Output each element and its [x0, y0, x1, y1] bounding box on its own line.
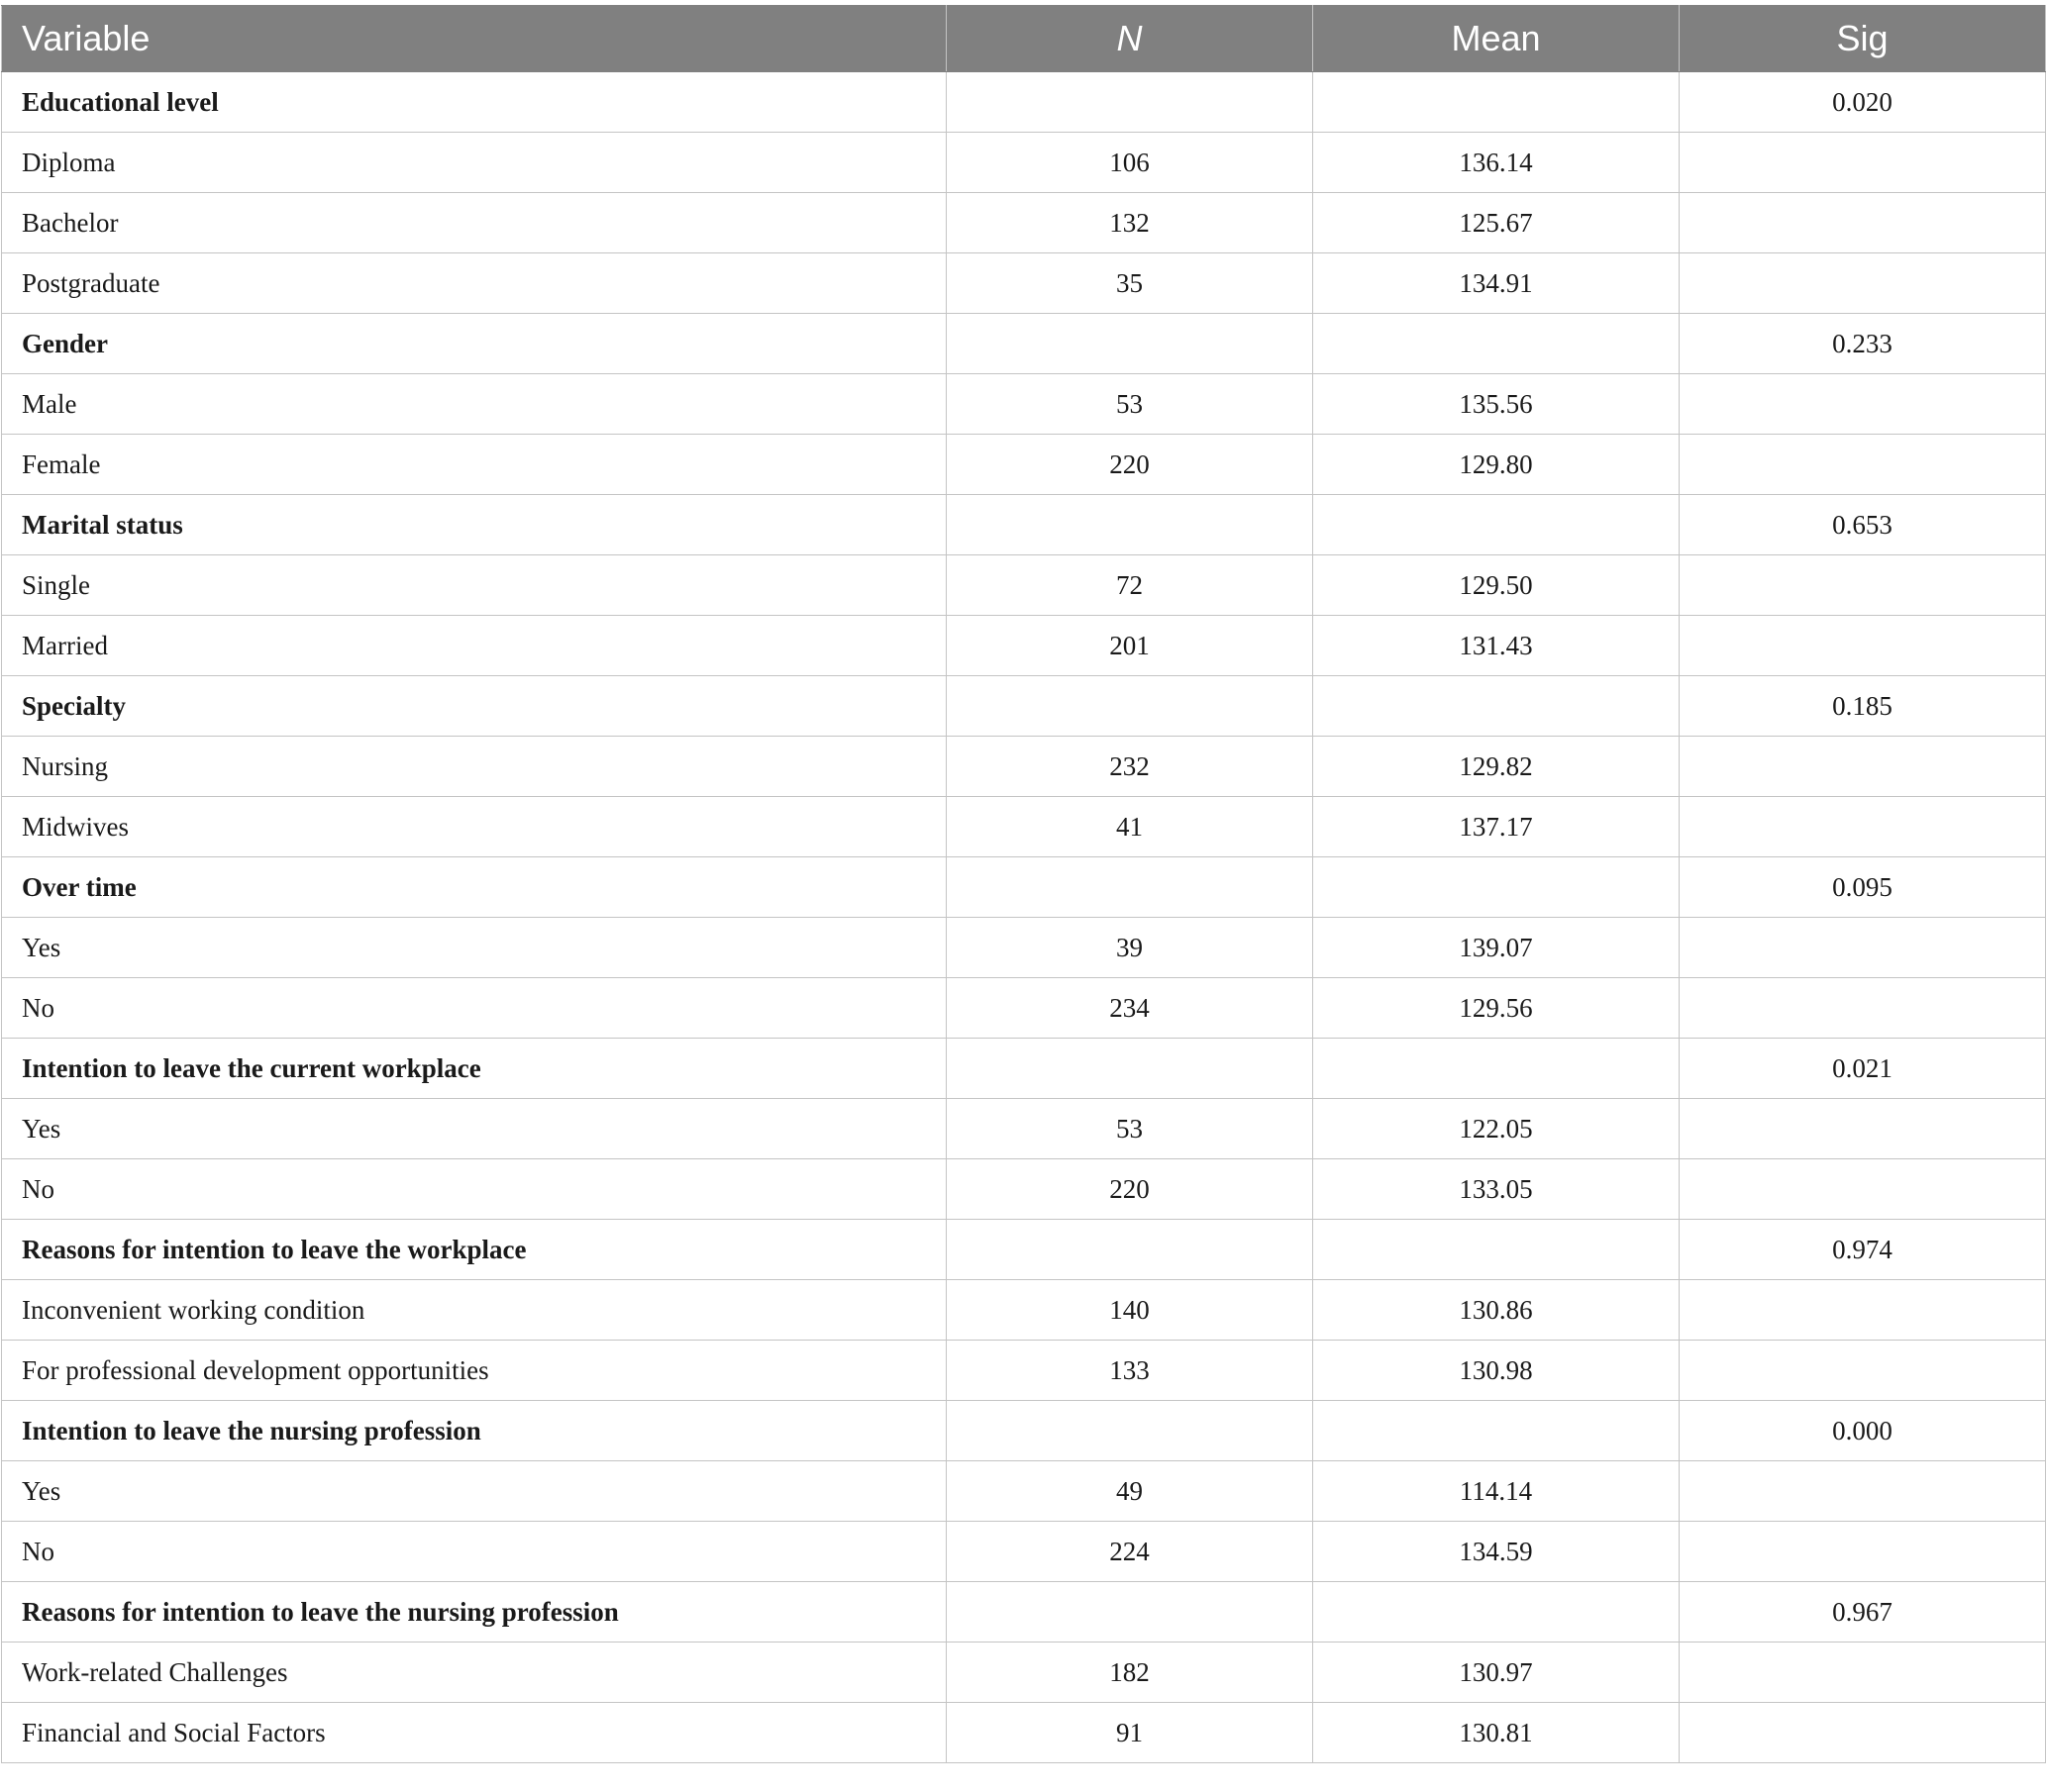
n-cell: 106	[947, 133, 1313, 193]
n-cell: 234	[947, 978, 1313, 1039]
variable-cell: Postgraduate	[2, 253, 947, 314]
variable-cell: No	[2, 1522, 947, 1582]
table-row	[2, 978, 2046, 1039]
variable-cell: Educational level	[2, 72, 947, 133]
n-cell: 39	[947, 918, 1313, 978]
sig-cell	[1680, 1280, 2046, 1341]
table-row	[2, 1643, 2046, 1703]
n-cell	[947, 495, 1313, 555]
variable-cell: Intention to leave the nursing profession	[2, 1401, 947, 1461]
sig-cell	[1680, 1341, 2046, 1401]
variable-cell: Single	[2, 555, 947, 616]
table-row	[2, 737, 2046, 797]
n-cell: 132	[947, 193, 1313, 253]
sig-cell	[1680, 435, 2046, 495]
variable-cell: Married	[2, 616, 947, 676]
sig-cell: 0.653	[1680, 495, 2046, 555]
mean-cell: 134.91	[1313, 253, 1680, 314]
header-variable: Variable	[2, 6, 947, 72]
sig-cell	[1680, 797, 2046, 857]
table-row	[2, 1703, 2046, 1763]
sig-cell	[1680, 1461, 2046, 1522]
results-table	[1, 5, 2046, 1763]
sig-cell	[1680, 1159, 2046, 1220]
mean-cell	[1313, 314, 1680, 374]
mean-cell: 133.05	[1313, 1159, 1680, 1220]
mean-cell: 129.80	[1313, 435, 1680, 495]
n-cell: 53	[947, 1099, 1313, 1159]
mean-cell: 130.86	[1313, 1280, 1680, 1341]
mean-cell: 130.98	[1313, 1341, 1680, 1401]
mean-cell: 129.82	[1313, 737, 1680, 797]
variable-cell: Bachelor	[2, 193, 947, 253]
header-mean: Mean	[1313, 6, 1680, 72]
variable-cell: Inconvenient working condition	[2, 1280, 947, 1341]
variable-cell: Yes	[2, 918, 947, 978]
sig-cell: 0.000	[1680, 1401, 2046, 1461]
mean-cell: 131.43	[1313, 616, 1680, 676]
n-cell: 224	[947, 1522, 1313, 1582]
group-header-row	[2, 1039, 2046, 1099]
mean-cell: 136.14	[1313, 133, 1680, 193]
n-cell: 182	[947, 1643, 1313, 1703]
variable-cell: No	[2, 978, 947, 1039]
sig-cell	[1680, 1099, 2046, 1159]
table-row	[2, 1280, 2046, 1341]
variable-cell: Yes	[2, 1099, 947, 1159]
variable-cell: No	[2, 1159, 947, 1220]
group-header-row	[2, 676, 2046, 737]
n-cell: 49	[947, 1461, 1313, 1522]
sig-cell: 0.233	[1680, 314, 2046, 374]
variable-cell: Reasons for intention to leave the nursing profession	[2, 1582, 947, 1643]
n-cell: 232	[947, 737, 1313, 797]
n-cell: 41	[947, 797, 1313, 857]
mean-cell	[1313, 72, 1680, 133]
sig-cell	[1680, 918, 2046, 978]
sig-cell	[1680, 193, 2046, 253]
mean-cell: 122.05	[1313, 1099, 1680, 1159]
variable-cell: For professional development opportunities	[2, 1341, 947, 1401]
variable-cell: Female	[2, 435, 947, 495]
variable-cell: Gender	[2, 314, 947, 374]
variable-cell: Intention to leave the current workplace	[2, 1039, 947, 1099]
table-row	[2, 435, 2046, 495]
n-cell: 35	[947, 253, 1313, 314]
mean-cell: 139.07	[1313, 918, 1680, 978]
mean-cell: 129.56	[1313, 978, 1680, 1039]
group-header-row	[2, 1401, 2046, 1461]
table-row	[2, 1522, 2046, 1582]
mean-cell: 129.50	[1313, 555, 1680, 616]
variable-cell: Over time	[2, 857, 947, 918]
variable-cell: Reasons for intention to leave the workplace	[2, 1220, 947, 1280]
mean-cell	[1313, 1582, 1680, 1643]
sig-cell	[1680, 1522, 2046, 1582]
variable-cell: Specialty	[2, 676, 947, 737]
table-body	[2, 72, 2046, 1763]
mean-cell	[1313, 1220, 1680, 1280]
n-cell	[947, 1220, 1313, 1280]
table-row	[2, 555, 2046, 616]
mean-cell	[1313, 495, 1680, 555]
sig-cell: 0.020	[1680, 72, 2046, 133]
sig-cell	[1680, 616, 2046, 676]
n-cell: 53	[947, 374, 1313, 435]
mean-cell: 135.56	[1313, 374, 1680, 435]
n-cell: 133	[947, 1341, 1313, 1401]
sig-cell: 0.974	[1680, 1220, 2046, 1280]
sig-cell	[1680, 253, 2046, 314]
mean-cell: 130.97	[1313, 1643, 1680, 1703]
mean-cell: 114.14	[1313, 1461, 1680, 1522]
variable-cell: Marital status	[2, 495, 947, 555]
group-header-row	[2, 1220, 2046, 1280]
sig-cell	[1680, 1643, 2046, 1703]
mean-cell: 130.81	[1313, 1703, 1680, 1763]
n-cell: 72	[947, 555, 1313, 616]
n-cell	[947, 1039, 1313, 1099]
variable-cell: Nursing	[2, 737, 947, 797]
sig-cell	[1680, 1703, 2046, 1763]
sig-cell: 0.021	[1680, 1039, 2046, 1099]
header-sig: Sig	[1680, 6, 2046, 72]
sig-cell	[1680, 555, 2046, 616]
variable-cell: Yes	[2, 1461, 947, 1522]
mean-cell: 137.17	[1313, 797, 1680, 857]
group-header-row	[2, 857, 2046, 918]
n-cell	[947, 1401, 1313, 1461]
variable-cell: Midwives	[2, 797, 947, 857]
n-cell: 91	[947, 1703, 1313, 1763]
table-row	[2, 616, 2046, 676]
n-cell: 220	[947, 435, 1313, 495]
group-header-row	[2, 72, 2046, 133]
table-row	[2, 918, 2046, 978]
header-n: N	[947, 6, 1313, 72]
sig-cell	[1680, 133, 2046, 193]
table-row	[2, 1099, 2046, 1159]
header-row	[2, 6, 2046, 72]
group-header-row	[2, 495, 2046, 555]
n-cell: 140	[947, 1280, 1313, 1341]
n-cell	[947, 1582, 1313, 1643]
table-header	[2, 6, 2046, 72]
n-cell	[947, 72, 1313, 133]
variable-cell: Work-related Challenges	[2, 1643, 947, 1703]
table-row	[2, 797, 2046, 857]
table-row	[2, 1159, 2046, 1220]
sig-cell	[1680, 737, 2046, 797]
variable-cell: Diploma	[2, 133, 947, 193]
table-row	[2, 133, 2046, 193]
variable-cell: Financial and Social Factors	[2, 1703, 947, 1763]
group-header-row	[2, 314, 2046, 374]
mean-cell	[1313, 676, 1680, 737]
mean-cell: 125.67	[1313, 193, 1680, 253]
n-cell	[947, 314, 1313, 374]
sig-cell: 0.095	[1680, 857, 2046, 918]
sig-cell	[1680, 374, 2046, 435]
sig-cell	[1680, 978, 2046, 1039]
mean-cell: 134.59	[1313, 1522, 1680, 1582]
mean-cell	[1313, 857, 1680, 918]
variable-cell: Male	[2, 374, 947, 435]
mean-cell	[1313, 1401, 1680, 1461]
table-row	[2, 253, 2046, 314]
group-header-row	[2, 1582, 2046, 1643]
n-cell: 220	[947, 1159, 1313, 1220]
table-row	[2, 1461, 2046, 1522]
table-row	[2, 374, 2046, 435]
sig-cell: 0.185	[1680, 676, 2046, 737]
mean-cell	[1313, 1039, 1680, 1099]
table-row	[2, 1341, 2046, 1401]
sig-cell: 0.967	[1680, 1582, 2046, 1643]
table-row	[2, 193, 2046, 253]
n-cell	[947, 857, 1313, 918]
n-cell	[947, 676, 1313, 737]
n-cell: 201	[947, 616, 1313, 676]
